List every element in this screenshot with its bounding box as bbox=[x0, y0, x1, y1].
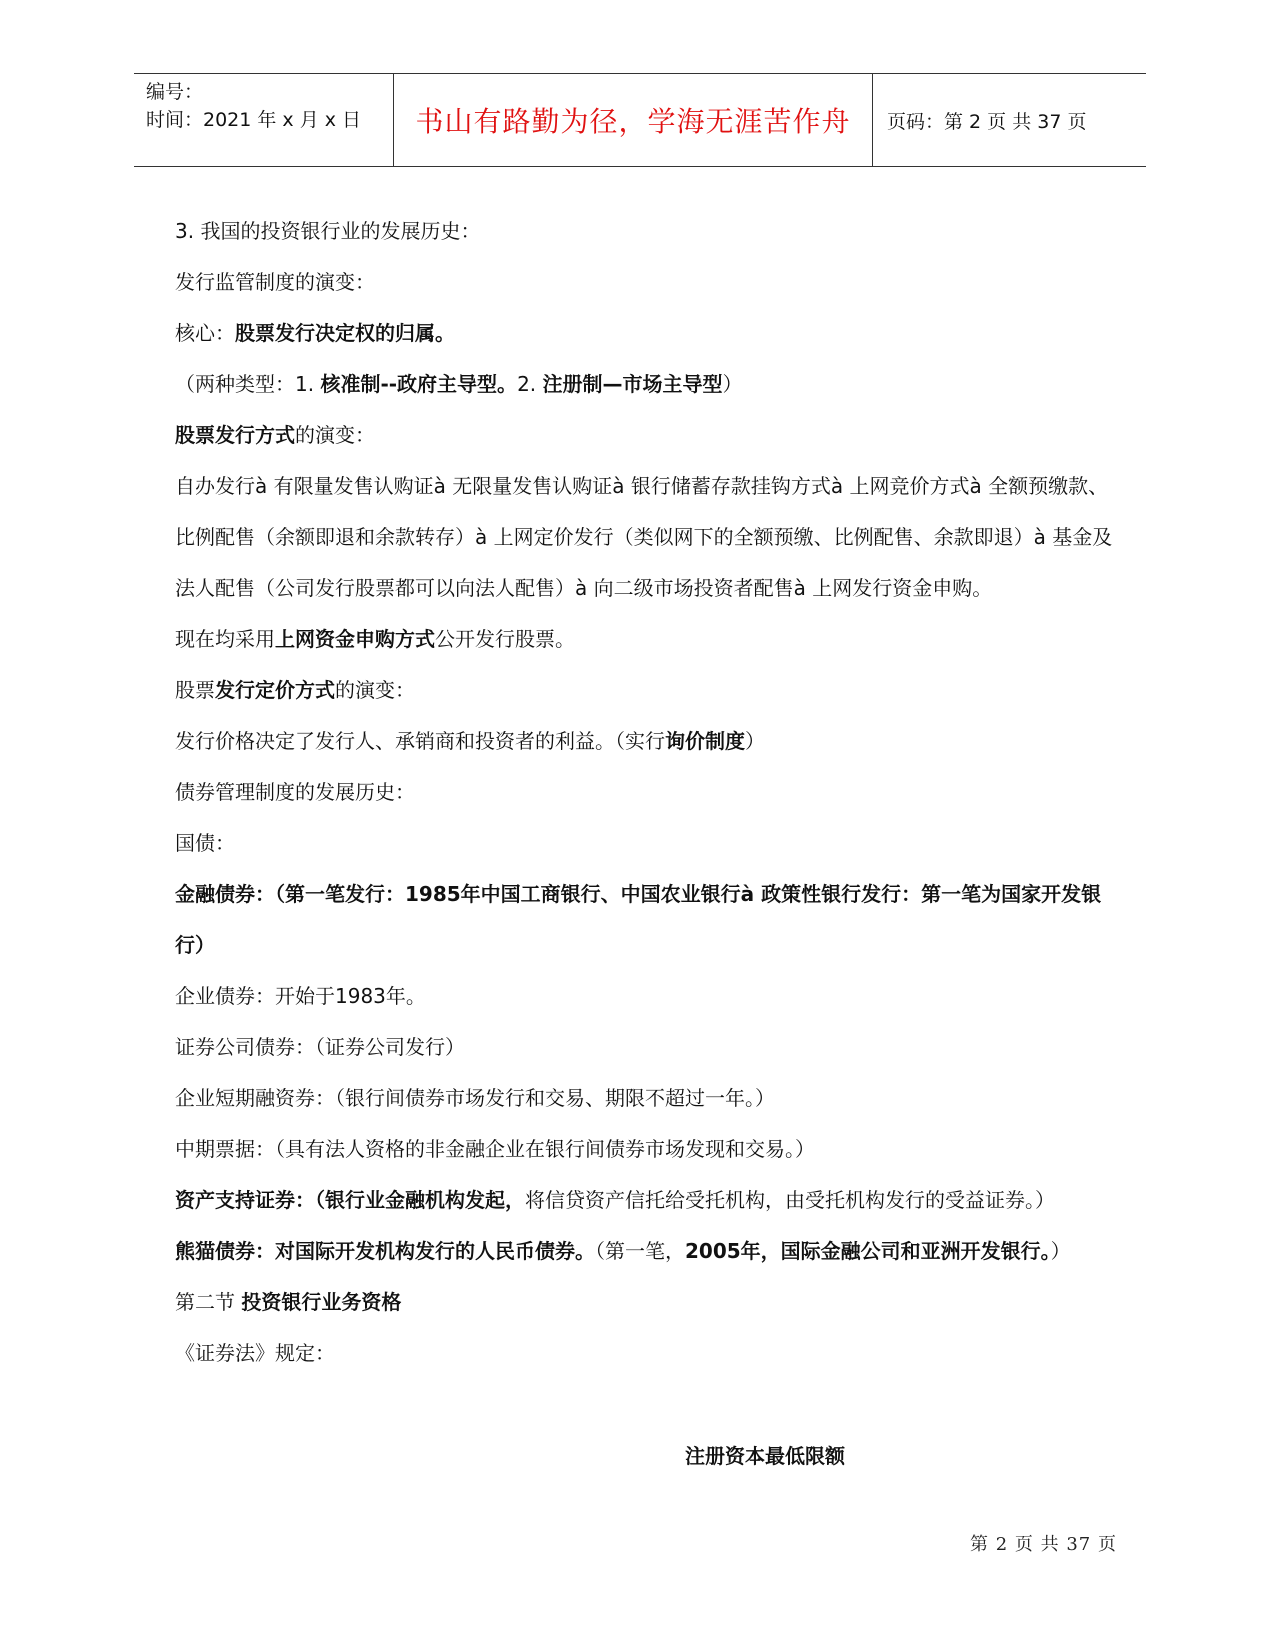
bold-text: 熊猫债券：对国际开发机构发行的人民币债券。 bbox=[175, 1239, 595, 1263]
body-paragraph bbox=[175, 1328, 1125, 1379]
body-paragraph bbox=[175, 206, 1125, 257]
body-paragraph bbox=[175, 1175, 1125, 1226]
body-paragraph bbox=[175, 1226, 1125, 1277]
text: 《证券法》规定： bbox=[175, 1341, 335, 1365]
body-paragraph bbox=[175, 869, 1125, 971]
text: 核心： bbox=[175, 321, 235, 345]
text: 3. 我国的投资银行业的发展历史： bbox=[175, 219, 481, 243]
header-motto: 书山有路勤为径，学海无涯苦作舟 bbox=[394, 74, 873, 166]
text: ） bbox=[1050, 1239, 1071, 1263]
bold-text: 股票发行决定权的归属。 bbox=[235, 321, 455, 345]
document-number-label: 编号： bbox=[146, 81, 204, 103]
body-paragraph bbox=[175, 461, 1125, 614]
document-body bbox=[175, 206, 1125, 1379]
text: 将信贷资产信托给受托机构，由受托机构发行的受益证券。） bbox=[525, 1188, 1055, 1212]
body-paragraph bbox=[175, 971, 1125, 1022]
text: 第二节 bbox=[175, 1290, 242, 1314]
body-paragraph bbox=[175, 308, 1125, 359]
bold-text: 上网资金申购方式 bbox=[275, 627, 435, 651]
text: 债券管理制度的发展历史： bbox=[175, 780, 415, 804]
bold-text: 金融债券：（第一笔发行：1985年中国工商银行、中国农业银行à 政策性银行发行：第一笔为国家开发银行） bbox=[175, 882, 1102, 957]
text: 企业短期融资券：（银行间债券市场发行和交易、期限不超过一年。） bbox=[175, 1086, 775, 1110]
body-paragraph bbox=[175, 716, 1125, 767]
body-paragraph bbox=[175, 410, 1125, 461]
text: 证券公司债券：（证券公司发行） bbox=[175, 1035, 465, 1059]
body-paragraph bbox=[175, 1277, 1125, 1328]
bold-text: 发行定价方式 bbox=[215, 678, 335, 702]
body-paragraph bbox=[175, 359, 1125, 410]
bold-text: 询价制度 bbox=[665, 729, 745, 753]
body-paragraph bbox=[175, 1022, 1125, 1073]
page-header bbox=[134, 73, 1146, 167]
text: 2. bbox=[517, 372, 543, 396]
text: 企业债券：开始于1983年。 bbox=[175, 984, 426, 1008]
body-paragraph bbox=[175, 1124, 1125, 1175]
bold-text: 核准制--政府主导型。 bbox=[320, 372, 518, 396]
text: 发行监管制度的演变： bbox=[175, 270, 375, 294]
header-page-label: 页码：第 2 页 共 37 页 bbox=[887, 110, 1087, 133]
body-paragraph bbox=[175, 767, 1125, 818]
text: 中期票据：（具有法人资格的非金融企业在银行间债券市场发现和交易。） bbox=[175, 1137, 815, 1161]
body-paragraph bbox=[175, 257, 1125, 308]
text: ） bbox=[722, 372, 743, 396]
bold-text: 投资银行业务资格 bbox=[241, 1290, 402, 1314]
header-left-cell bbox=[134, 74, 394, 166]
body-paragraph bbox=[175, 1073, 1125, 1124]
body-paragraph bbox=[175, 665, 1125, 716]
body-paragraph bbox=[175, 614, 1125, 665]
text: 现在均采用 bbox=[175, 627, 275, 651]
text: 公开发行股票。 bbox=[435, 627, 575, 651]
page-footer: 第 2 页 共 37 页 bbox=[970, 1534, 1117, 1555]
text: 股票 bbox=[175, 678, 215, 702]
bold-text: 注册制—市场主导型 bbox=[542, 372, 723, 396]
text: 发行价格决定了发行人、承销商和投资者的利益。（实行 bbox=[175, 729, 665, 753]
text: 的演变： bbox=[295, 423, 375, 447]
text: （两种类型：1. bbox=[175, 372, 321, 396]
text: 国债： bbox=[175, 831, 235, 855]
body-paragraph bbox=[175, 818, 1125, 869]
table-title: 注册资本最低限额 bbox=[685, 1444, 845, 1468]
text: （第一笔， bbox=[595, 1239, 685, 1263]
document-time-label: 时间：2021 年 x 月 x 日 bbox=[146, 109, 362, 131]
text: ） bbox=[745, 729, 765, 753]
bold-text: 股票发行方式 bbox=[175, 423, 295, 447]
bold-text: 2005年，国际金融公司和亚洲开发银行。 bbox=[685, 1239, 1051, 1263]
text: 自办发行à 有限量发售认购证à 无限量发售认购证à 银行储蓄存款挂钩方式à 上网竞价方式à 全额预缴款、比例配售（余额即退和余款转存）à 上网定价发行（类似网下的全额预缴、比例配售、余款即退）à 基金及法人配售（公司发行股票都可以向法人配售）à 向二级市场投资者配售à 上网发行资金申购。 bbox=[175, 474, 1113, 600]
bold-text: 资产支持证券：（银行业金融机构发起， bbox=[175, 1188, 525, 1212]
text: 的演变： bbox=[335, 678, 415, 702]
